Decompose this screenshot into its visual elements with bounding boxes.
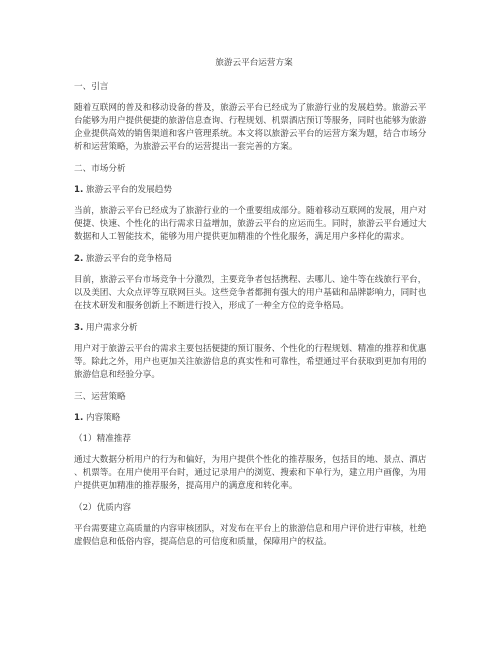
subsection-title: 旅游云平台的竞争格局: [85, 254, 172, 264]
subsection-number: 1.: [74, 185, 84, 195]
subsection-heading: [74, 184, 434, 196]
subsection-heading: [74, 322, 434, 334]
subsection-heading: [74, 412, 434, 424]
subsection-number: 1.: [74, 413, 84, 423]
subsection-title: 内容策略: [85, 413, 121, 423]
item-label: （2）优质内容: [74, 503, 132, 513]
subsection-title: 用户需求分析: [85, 323, 138, 333]
item-paragraph: 平台需要建立高质量的内容审核团队，对发布在平台上的旅游信息和用户评价进行审核，杜绝虚假信息和低俗内容，提高信息的可信度和质量，保障用户的权益。: [74, 524, 427, 547]
document-title: 旅游云平台运营方案: [215, 58, 293, 68]
subsection-paragraph: 用户对于旅游云平台的需求主要包括便捷的预订服务、个性化的行程规划、精准的推荐和优惠等。除此之外，用户也更加关注旅游信息的真实性和可靠性，希望通过平台获取到更加有用的旅游信息和经验分享。: [74, 344, 427, 380]
section-heading-market: 二、市场分析: [74, 164, 126, 174]
section-paragraph-intro: 随着互联网的普及和移动设备的普及，旅游云平台已经成为了旅游行业的发展趋势。旅游云平台能够为用户提供便捷的旅游信息查询、行程规划、机票酒店预订等服务，同时也能够为旅游企业提供高效的销售渠道和客户管理系统。本文将以旅游云平台的运营方案为题，结合市场分析和运营策略，为旅游云平台的运营提出一套完善的方案。: [74, 103, 427, 152]
section-heading-intro: 一、引言: [74, 82, 109, 92]
subsection-paragraph: 目前，旅游云平台市场竞争十分激烈，主要竞争者包括携程、去哪儿、途牛等在线旅行平台，以及美团、大众点评等互联网巨头。这些竞争者都拥有强大的用户基础和品牌影响力，同时也在技术研发和服务创新上不断进行投入，形成了一种全方位的竞争格局。: [74, 275, 427, 311]
subsection-title: 旅游云平台的发展趋势: [85, 185, 172, 195]
item-paragraph: 通过大数据分析用户的行为和偏好，为用户提供个性化的推荐服务，包括目的地、景点、酒店、机票等。在用户使用平台时，通过记录用户的浏览、搜索和下单行为，建立用户画像，为用户提供更加精准的推荐服务，提高用户的满意度和转化率。: [74, 455, 427, 491]
subsection-paragraph: 当前，旅游云平台已经成为了旅游行业的一个重要组成部分。随着移动互联网的发展，用户对便捷、快速、个性化的出行需求日益增加，旅游云平台的应运而生。同时，旅游云平台通过大数据和人工智能技术，能够为用户提供更加精准的个性化服务，满足用户多样化的需求。: [74, 206, 427, 242]
item-label: （1）精准推荐: [74, 434, 132, 444]
subsection-number: 3.: [74, 323, 84, 333]
subsection-heading: [74, 253, 434, 265]
subsection-number: 2.: [74, 254, 84, 264]
section-heading-strategy: 三、运营策略: [74, 392, 126, 402]
